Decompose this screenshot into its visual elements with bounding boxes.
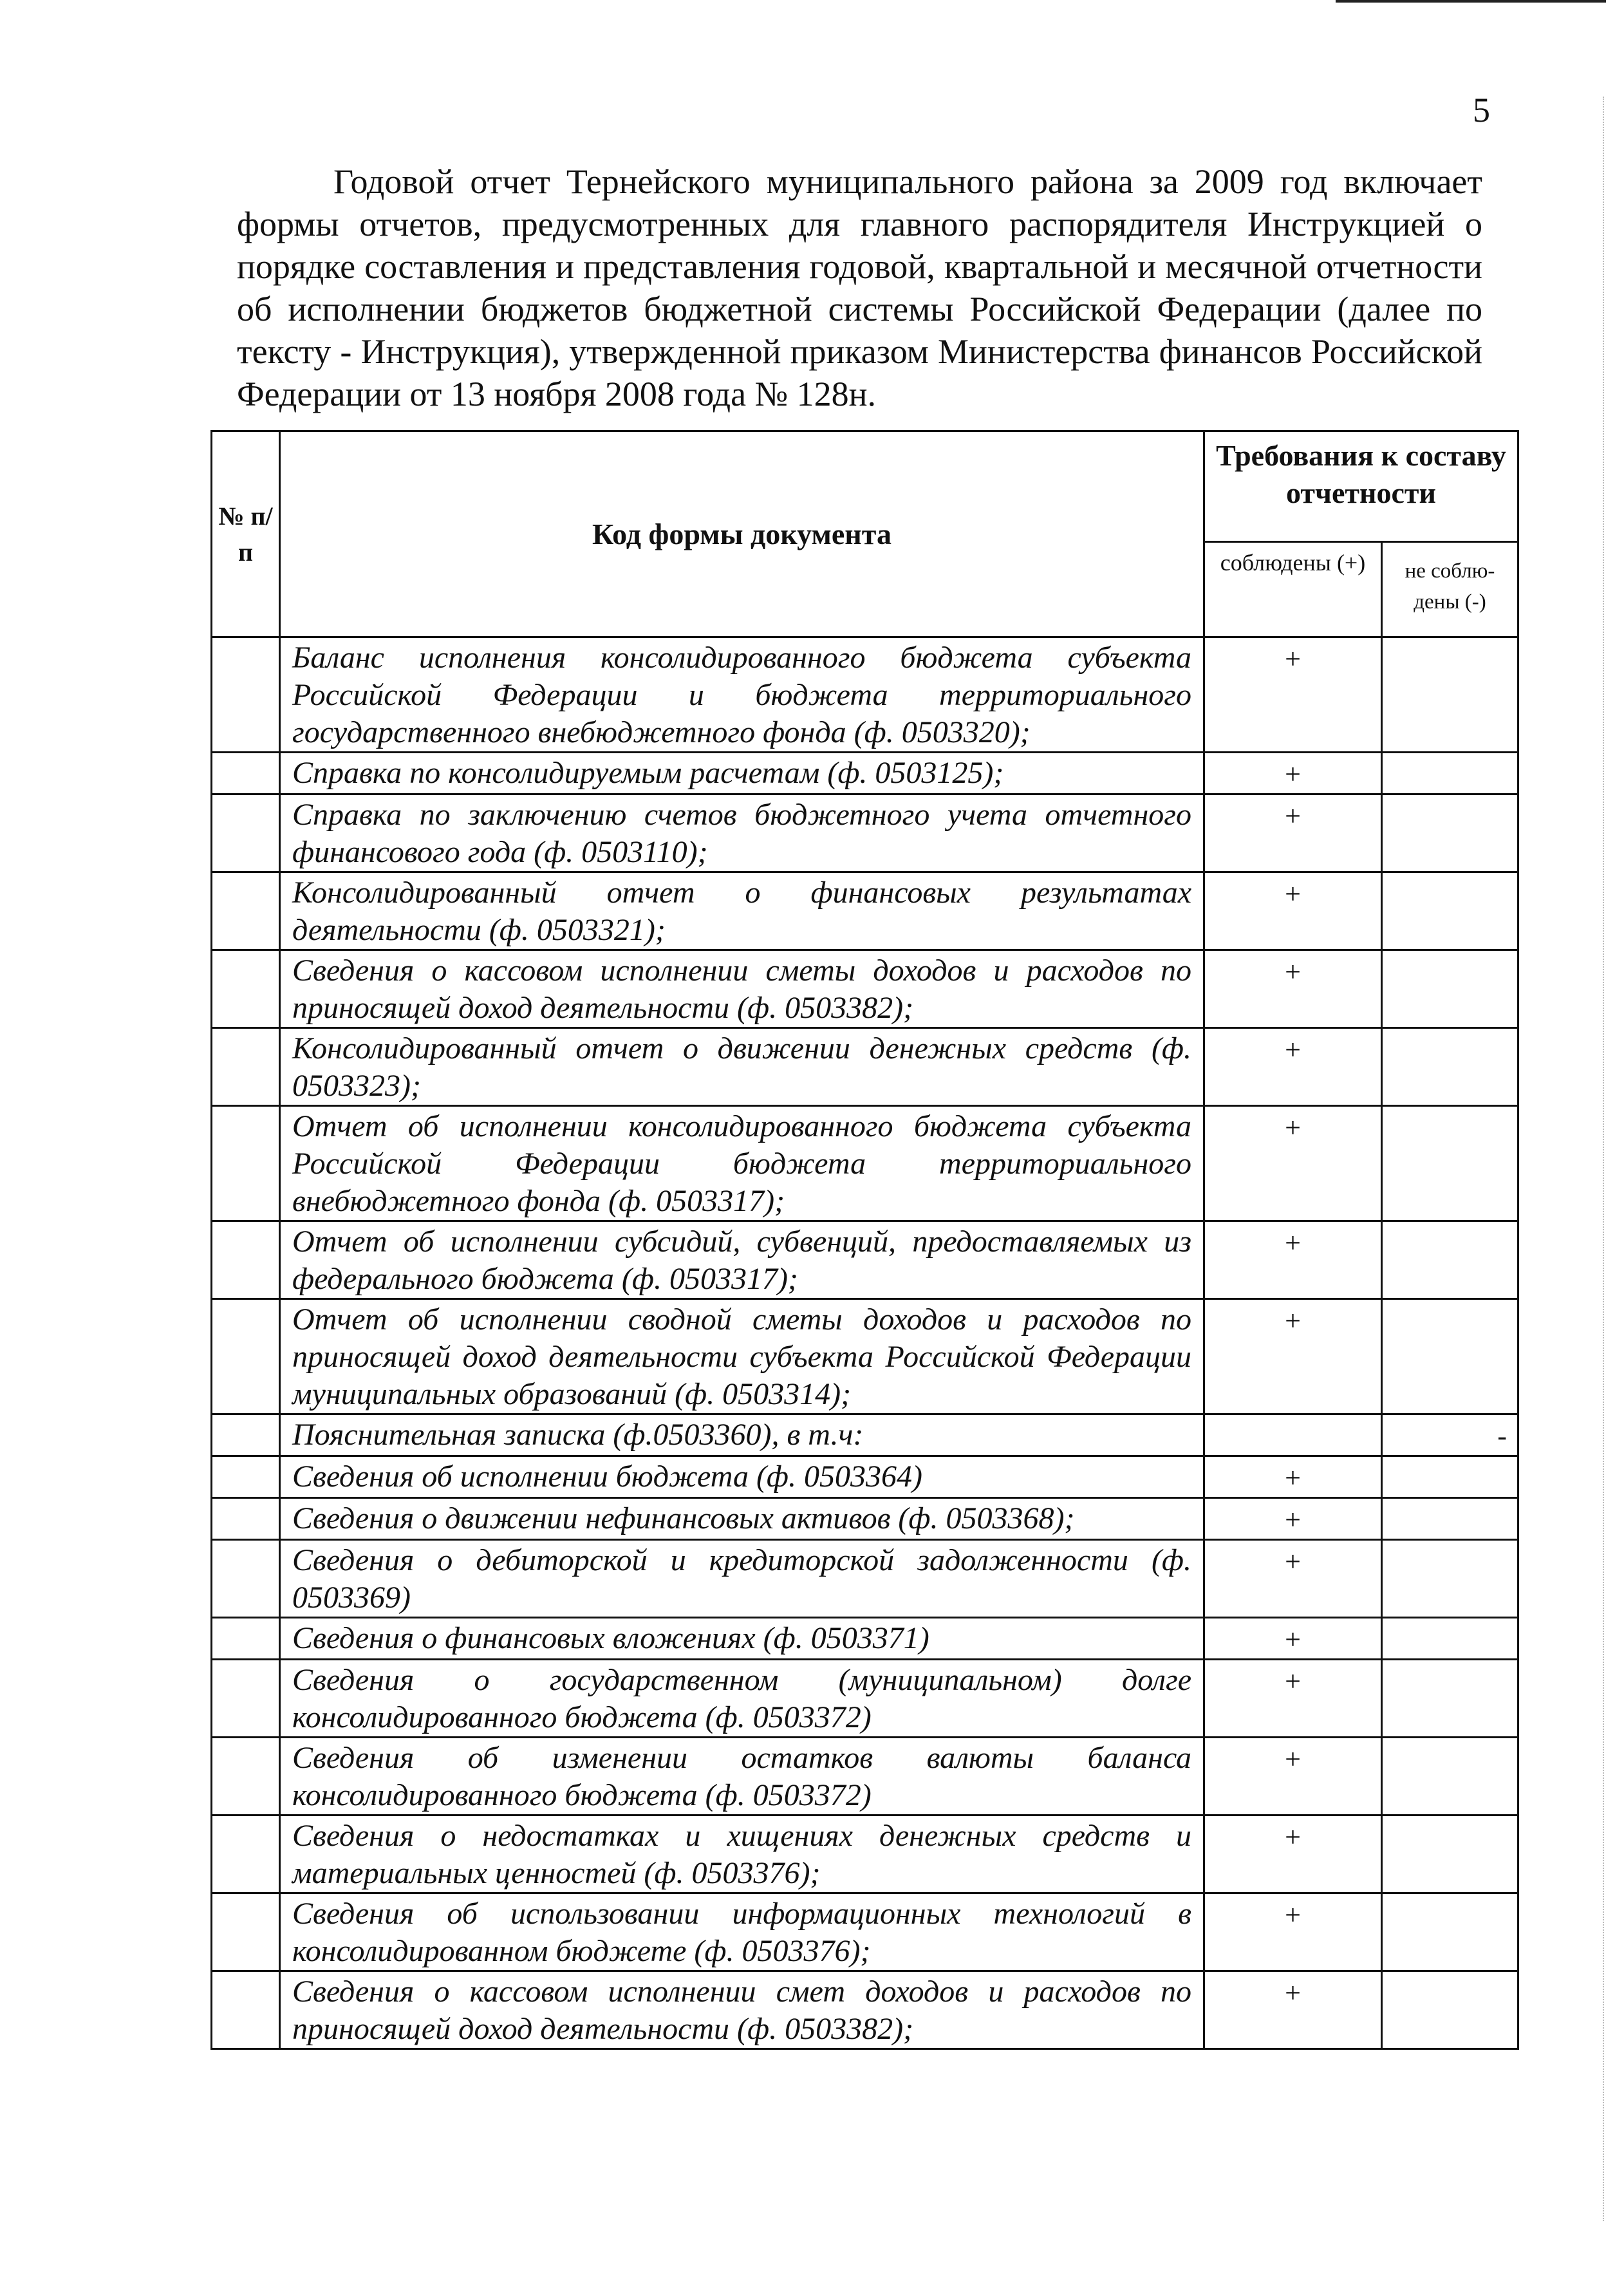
row-not-complied	[1382, 1221, 1518, 1299]
table-row	[212, 1738, 1518, 1815]
row-document: Сведения о недостатках и хищениях денежных средств и материальных ценностей (ф. 0503376);	[280, 1815, 1204, 1893]
table-row	[212, 1414, 1518, 1456]
report-forms-table	[210, 430, 1519, 2050]
row-not-complied	[1382, 1456, 1518, 1498]
row-not-complied	[1382, 794, 1518, 872]
row-document: Отчет об исполнении субсидий, субвенций, предоставляемых из федерального бюджета (ф. 0503317);	[280, 1221, 1204, 1299]
table-row	[212, 1971, 1518, 2049]
table-row	[212, 1893, 1518, 1971]
row-number	[212, 1498, 280, 1540]
row-document: Сведения об исполнении бюджета (ф. 0503364)	[280, 1456, 1204, 1498]
header-complied: соблюдены (+)	[1204, 542, 1382, 637]
row-not-complied	[1382, 637, 1518, 753]
row-number	[212, 1221, 280, 1299]
row-document: Сведения об изменении остатков валюты баланса консолидированного бюджета (ф. 0503372)	[280, 1738, 1204, 1815]
row-complied: +	[1204, 1028, 1382, 1106]
scan-top-rule	[1336, 0, 1606, 3]
row-number	[212, 1106, 280, 1221]
scan-edge-artifact	[1603, 97, 1605, 2221]
table-row	[212, 1815, 1518, 1893]
row-document: Сведения о кассовом исполнении смет доходов и расходов по приносящей доход деятельности (ф. 0503382);	[280, 1971, 1204, 2049]
row-document: Сведения о кассовом исполнении сметы доходов и расходов по приносящей доход деятельности (ф. 0503382);	[280, 950, 1204, 1028]
row-number	[212, 1893, 280, 1971]
row-not-complied	[1382, 1498, 1518, 1540]
row-document: Консолидированный отчет о движении денежных средств (ф. 0503323);	[280, 1028, 1204, 1106]
table-row	[212, 1106, 1518, 1221]
row-complied: +	[1204, 872, 1382, 950]
row-number	[212, 872, 280, 950]
row-complied	[1204, 1414, 1382, 1456]
row-not-complied	[1382, 1815, 1518, 1893]
row-document: Пояснительная записка (ф.0503360), в т.ч:	[280, 1414, 1204, 1456]
row-number	[212, 1414, 280, 1456]
table-row	[212, 1498, 1518, 1540]
table-row	[212, 1299, 1518, 1414]
table-row	[212, 637, 1518, 753]
row-document: Сведения о финансовых вложениях (ф. 0503371)	[280, 1618, 1204, 1660]
row-number	[212, 794, 280, 872]
row-document: Баланс исполнения консолидированного бюджета субъекта Российской Федерации и бюджета территориального государственного внебюджетного фонда (ф. 0503320);	[280, 637, 1204, 753]
row-not-complied	[1382, 1660, 1518, 1738]
row-number	[212, 1815, 280, 1893]
row-number	[212, 1738, 280, 1815]
row-document: Сведения о государственном (муниципальном) долге консолидированного бюджета (ф. 0503372)	[280, 1660, 1204, 1738]
row-complied: +	[1204, 637, 1382, 753]
table-row	[212, 753, 1518, 794]
row-number	[212, 1540, 280, 1618]
row-complied: +	[1204, 1660, 1382, 1738]
row-complied: +	[1204, 1815, 1382, 1893]
table-row	[212, 1540, 1518, 1618]
row-number	[212, 1299, 280, 1414]
intro-paragraph	[237, 160, 1482, 415]
table-row	[212, 950, 1518, 1028]
row-document: Справка по заключению счетов бюджетного учета отчетного финансового года (ф. 0503110);	[280, 794, 1204, 872]
table-row	[212, 1456, 1518, 1498]
table-row	[212, 1221, 1518, 1299]
page-number: 5	[1473, 91, 1490, 129]
row-not-complied	[1382, 872, 1518, 950]
row-complied: +	[1204, 1738, 1382, 1815]
row-document: Консолидированный отчет о финансовых результатах деятельности (ф. 0503321);	[280, 872, 1204, 950]
row-number	[212, 1660, 280, 1738]
row-not-complied	[1382, 1971, 1518, 2049]
table-row	[212, 872, 1518, 950]
row-document: Сведения о дебиторской и кредиторской задолженности (ф. 0503369)	[280, 1540, 1204, 1618]
row-number	[212, 753, 280, 794]
intro-text: Годовой отчет Тернейского муниципального района за 2009 год включает формы отчетов, предусмотренных для главного распорядителя Инструкцией о порядке составления и представления годовой, квартальной и месячной отчетности об исполнении бюджетов бюджетной системы Российской Федерации (далее по тексту - Инструкция), утвержденной приказом Министерства финансов Российской Федерации от 13 ноября 2008 года № 128н.	[237, 162, 1482, 413]
row-document: Сведения о движении нефинансовых активов (ф. 0503368);	[280, 1498, 1204, 1540]
header-document-code: Код формы документа	[280, 431, 1204, 637]
row-not-complied	[1382, 1618, 1518, 1660]
header-not-complied: не соблю- дены (-)	[1382, 542, 1518, 637]
row-document: Отчет об исполнении сводной сметы доходов и расходов по приносящей доход деятельности субъекта Российской Федерации муниципальных образований (ф. 0503314);	[280, 1299, 1204, 1414]
row-not-complied: -	[1382, 1414, 1518, 1456]
row-complied: +	[1204, 1540, 1382, 1618]
row-not-complied	[1382, 950, 1518, 1028]
row-complied: +	[1204, 1299, 1382, 1414]
row-number	[212, 637, 280, 753]
row-complied: +	[1204, 1221, 1382, 1299]
row-document: Сведения об использовании информационных технологий в консолидированном бюджете (ф. 0503376);	[280, 1893, 1204, 1971]
row-document: Отчет об исполнении консолидированного бюджета субъекта Российской Федерации бюджета территориального внебюджетного фонда (ф. 0503317);	[280, 1106, 1204, 1221]
row-complied: +	[1204, 1456, 1382, 1498]
row-not-complied	[1382, 1299, 1518, 1414]
row-number	[212, 950, 280, 1028]
row-not-complied	[1382, 1540, 1518, 1618]
table-row	[212, 1618, 1518, 1660]
row-document: Справка по консолидируемым расчетам (ф. 0503125);	[280, 753, 1204, 794]
row-number	[212, 1456, 280, 1498]
row-number	[212, 1618, 280, 1660]
row-complied: +	[1204, 794, 1382, 872]
table-row	[212, 1660, 1518, 1738]
table-row	[212, 794, 1518, 872]
header-row-number: № п/п	[212, 431, 280, 637]
row-not-complied	[1382, 1106, 1518, 1221]
table-row	[212, 1028, 1518, 1106]
row-not-complied	[1382, 1738, 1518, 1815]
row-complied: +	[1204, 1971, 1382, 2049]
row-number	[212, 1971, 280, 2049]
row-complied: +	[1204, 1106, 1382, 1221]
header-requirements: Требования к составу отчетности	[1204, 431, 1518, 542]
row-not-complied	[1382, 1893, 1518, 1971]
row-complied: +	[1204, 1498, 1382, 1540]
row-complied: +	[1204, 1893, 1382, 1971]
row-complied: +	[1204, 753, 1382, 794]
row-complied: +	[1204, 1618, 1382, 1660]
row-number	[212, 1028, 280, 1106]
row-complied: +	[1204, 950, 1382, 1028]
row-not-complied	[1382, 1028, 1518, 1106]
row-not-complied	[1382, 753, 1518, 794]
